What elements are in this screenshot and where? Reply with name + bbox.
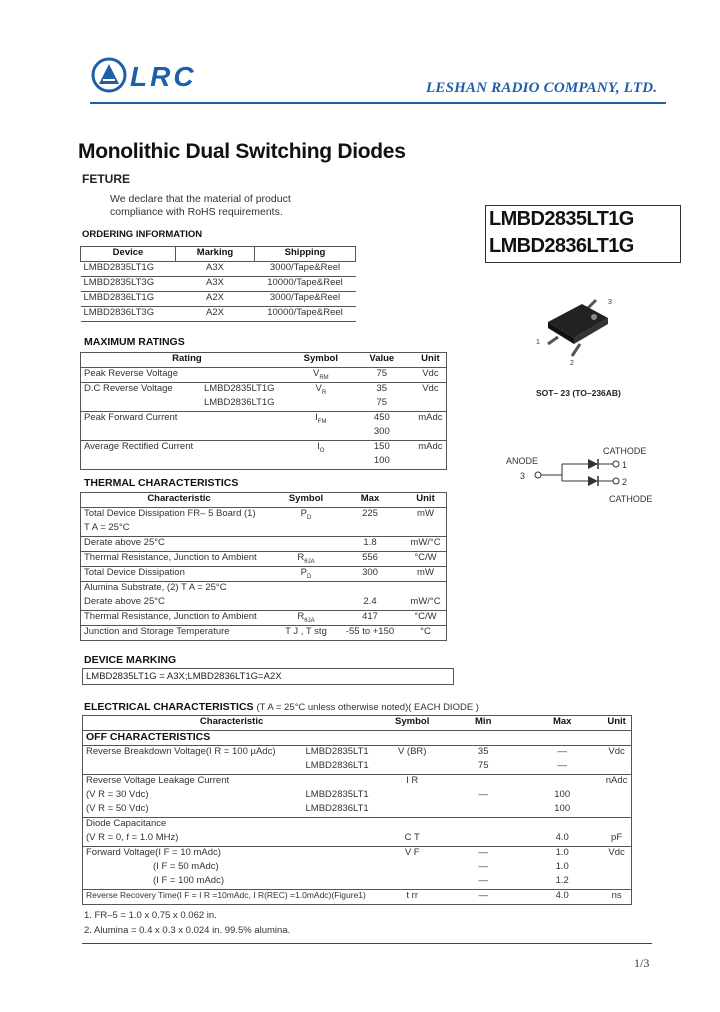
ordering-table (80, 246, 356, 322)
cell: Total Device Dissipation (81, 567, 278, 582)
part-number-2: LMBD2836LT1G (489, 235, 634, 257)
table-row (81, 262, 356, 277)
cell (277, 537, 335, 552)
table-row (81, 611, 447, 626)
cell (444, 803, 522, 818)
cell (277, 508, 335, 523)
cell: Vdc (415, 383, 447, 398)
pin3-label: 3 (608, 299, 612, 306)
max-ratings-heading: MAXIMUM RATINGS (84, 336, 185, 348)
cell (602, 803, 631, 818)
cell: C T (404, 832, 420, 843)
cell: 225 (335, 508, 405, 523)
cell (201, 412, 293, 427)
note-2: 2. Alumina = 0.4 x 0.3 x 0.024 in. 99.5% alumina. (84, 925, 291, 936)
table-header-row (81, 353, 447, 368)
table-row (81, 383, 447, 398)
thermal-table (80, 492, 447, 641)
cell: 2.4 (363, 596, 377, 607)
cell: A2X (176, 307, 255, 322)
col-value: Value (349, 353, 415, 368)
cell: LMBD2835LT1 (305, 789, 369, 800)
cell (293, 397, 349, 412)
col-rating: Rating (81, 353, 293, 368)
cell: 100 (554, 789, 571, 800)
cell: — (557, 760, 567, 771)
cell (380, 875, 444, 890)
col-unit: Unit (602, 716, 631, 731)
part-number-1: LMBD2835LT1G (489, 208, 634, 230)
cell: nAdc (602, 775, 631, 790)
col-symbol: Symbol (380, 716, 444, 731)
symbol-sub: FM (317, 418, 327, 425)
feature-heading: FETURE (82, 172, 130, 186)
cell: mW (405, 567, 447, 582)
part-number-box (485, 205, 681, 263)
cell: LMBD2836LT3G (81, 307, 176, 322)
cell: 75 (477, 760, 489, 771)
cell: T J , T stg (277, 626, 335, 641)
cell (83, 760, 303, 775)
cell: A3X (176, 277, 255, 292)
cell (522, 775, 602, 790)
cell: 1.2 (555, 875, 569, 886)
cell: 75 (349, 368, 415, 383)
symbol: V (315, 383, 322, 394)
cell: LMBD2836LT1 (305, 760, 369, 771)
table-row (81, 522, 447, 537)
cell: °C/W (405, 552, 447, 567)
note-1: 1. FR–5 = 1.0 x 0.75 x 0.062 in. (84, 910, 217, 921)
cell (380, 861, 444, 875)
cell: Vdc (602, 746, 631, 761)
cell (277, 611, 335, 626)
table-row (81, 277, 356, 292)
cell: 1.8 (335, 537, 405, 552)
cell: 3000/Tape&Reel (255, 262, 356, 277)
cell (335, 582, 405, 597)
cell (277, 522, 335, 537)
cell (602, 861, 631, 875)
cell: Thermal Resistance, Junction to Ambient (81, 611, 278, 626)
max-ratings-table (80, 352, 447, 470)
feature-text (110, 193, 291, 219)
cell (277, 567, 335, 582)
cell: LMBD2836LT1G (203, 397, 275, 408)
anode-label: ANODE (506, 456, 539, 466)
cell (293, 455, 349, 470)
cell (415, 397, 447, 412)
table-row (81, 292, 356, 307)
cell: LMBD2835LT1G (201, 383, 293, 398)
cell (201, 368, 293, 383)
cell: — (444, 847, 522, 862)
package-label: SOT– 23 (TO–236AB) (536, 388, 621, 398)
cell: Alumina Substrate, (2) T A = 25°C (81, 582, 278, 597)
table-header-row (81, 493, 447, 508)
cell: Reverse Voltage Leakage Current (83, 775, 303, 790)
table-row (81, 508, 447, 523)
table-row (83, 760, 632, 775)
pin1-label: 1 (622, 460, 628, 470)
symbol-sub: θJA (304, 617, 315, 624)
table-row (81, 412, 447, 427)
cell: LMBD2835LT1G (81, 262, 176, 277)
off-characteristics-heading: OFF CHARACTERISTICS (83, 731, 632, 746)
table-row (81, 307, 356, 322)
cell (293, 441, 349, 456)
cell: — (522, 746, 602, 761)
cell: Vdc (602, 847, 631, 862)
cell: 417 (335, 611, 405, 626)
cell: mW/°C (410, 596, 441, 607)
cell: 4.0 (555, 832, 569, 843)
feature-line-2: compliance with RoHS requirements. (110, 206, 283, 218)
table-row (81, 552, 447, 567)
cell (444, 775, 522, 790)
cell: 35 (444, 746, 522, 761)
cell: mAdc (415, 441, 447, 456)
cell: 4.0 (522, 890, 602, 905)
cell (602, 760, 631, 775)
cell: 300 (335, 567, 405, 582)
thermal-heading: THERMAL CHARACTERISTICS (84, 477, 239, 489)
col-symbol: Symbol (293, 353, 349, 368)
cell (380, 818, 444, 833)
cell (277, 582, 335, 597)
cell (444, 818, 522, 833)
cell: Diode Capacitance (83, 818, 303, 833)
col-max: Max (335, 493, 405, 508)
cell: -55 to +150 (335, 626, 405, 641)
table-row (83, 875, 632, 890)
symbol: I (317, 441, 320, 452)
symbol-sub: O (319, 447, 325, 454)
pin1-label: 1 (536, 339, 540, 346)
cell: 3000/Tape&Reel (255, 292, 356, 307)
cell: T A = 25°C (84, 522, 130, 533)
cell (380, 789, 444, 803)
cell: (V R = 50 Vdc) (86, 803, 149, 814)
symbol: V (312, 368, 320, 379)
table-row (83, 746, 632, 761)
cell: A3X (176, 262, 255, 277)
cell (277, 596, 335, 611)
sot23-package-drawing (520, 282, 650, 372)
cell (303, 861, 381, 875)
cell (293, 412, 349, 427)
cell: LMBD2836LT1G (81, 292, 176, 307)
cell: Derate above 25°C (81, 537, 278, 552)
electrical-condition: (T A = 25°C unless otherwise noted)( EACH DIODE ) (256, 702, 479, 713)
cell (303, 875, 381, 890)
cell: (V R = 30 Vdc) (86, 789, 149, 800)
cell: V (BR) (380, 746, 444, 761)
cell: LMBD2836LT1 (305, 803, 369, 814)
header-divider (90, 102, 666, 104)
cell (201, 426, 293, 441)
table-row (81, 441, 447, 456)
table-row (81, 397, 447, 412)
cell: Thermal Resistance, Junction to Ambient (81, 552, 278, 567)
cathode-bottom-label: CATHODE (609, 494, 653, 504)
device-marking-text: LMBD2835LT1G = A3X;LMBD2836LT1G=A2X (82, 668, 454, 685)
footer-divider (82, 943, 652, 944)
table-row (83, 861, 632, 875)
logo-text: LRC (130, 61, 197, 92)
off-characteristics-row (83, 731, 632, 746)
pin2-label: 2 (622, 477, 628, 487)
table-row (83, 847, 632, 862)
doc-title: Monolithic Dual Switching Diodes (78, 140, 406, 163)
cell: 35 (349, 383, 415, 398)
cell: °C/W (405, 611, 447, 626)
cell (303, 832, 381, 847)
cell: Peak Forward Current (81, 412, 201, 427)
cell (303, 847, 381, 862)
device-marking-heading: DEVICE MARKING (84, 654, 177, 666)
cell (293, 368, 349, 383)
table-header-row (81, 247, 356, 262)
col-unit: Unit (415, 353, 447, 368)
table-row (83, 775, 632, 790)
col-marking: Marking (176, 247, 255, 262)
cell: 150 (349, 441, 415, 456)
table-header-row (83, 716, 632, 731)
cell: — (478, 875, 488, 886)
cell (415, 455, 447, 470)
cell (380, 803, 444, 818)
table-row (81, 596, 447, 611)
symbol: P (300, 567, 307, 578)
symbol: R (297, 552, 305, 563)
cell: LMBD2835LT1 (303, 746, 381, 761)
cell: t rr (380, 890, 444, 905)
cell: 100 (554, 803, 571, 814)
cell: (I F = 50 mAdc) (153, 861, 219, 872)
table-row (81, 626, 447, 641)
cell (380, 760, 444, 775)
pin2-label: 2 (570, 360, 574, 367)
cell: ns (602, 890, 631, 905)
cell: 1.0 (522, 847, 602, 862)
cell: (I F = 100 mAdc) (153, 875, 225, 886)
company-name: LESHAN RADIO COMPANY, LTD. (426, 80, 658, 96)
symbol: I (315, 412, 318, 423)
cell: pF (611, 832, 623, 843)
cell (293, 426, 349, 441)
cell: 10000/Tape&Reel (255, 307, 356, 322)
table-row (81, 582, 447, 597)
table-row (83, 803, 632, 818)
cell: V F (380, 847, 444, 862)
diode-schematic (500, 440, 670, 510)
cell (303, 775, 381, 790)
cell: 300 (373, 426, 390, 437)
col-unit: Unit (405, 493, 447, 508)
cell: 75 (376, 397, 388, 408)
table-row (83, 890, 632, 905)
lrc-logo (90, 54, 214, 96)
cell: 556 (335, 552, 405, 567)
cell: (V R = 0, f = 1.0 MHz) (86, 832, 179, 843)
cathode-top-label: CATHODE (603, 446, 647, 456)
cell: Forward Voltage(I F = 10 mAdc) (83, 847, 303, 862)
col-characteristic: Characteristic (83, 716, 381, 731)
cell: — (478, 861, 488, 872)
cell (405, 522, 447, 537)
cell (602, 818, 631, 833)
cell (602, 789, 631, 803)
cell: Junction and Storage Temperature (81, 626, 278, 641)
table-row (81, 455, 447, 470)
cell (444, 832, 522, 847)
cell: °C (405, 626, 447, 641)
table-row (83, 789, 632, 803)
symbol-sub: θJA (304, 558, 315, 565)
cell (293, 383, 349, 398)
col-device: Device (81, 247, 176, 262)
electrical-table (82, 715, 632, 905)
table-row (81, 537, 447, 552)
col-characteristic: Characteristic (81, 493, 278, 508)
cell: Reverse Recovery Time(I F = I R =10mAdc, I R(REC) =1.0mAdc)(Figure1) (83, 890, 381, 905)
table-row (81, 426, 447, 441)
electrical-heading: ELECTRICAL CHARACTERISTICS (84, 701, 254, 713)
cell: mW/°C (405, 537, 447, 552)
cell: — (444, 890, 522, 905)
symbol: R (297, 611, 305, 622)
cell: Average Rectified Current (81, 441, 293, 456)
cell (415, 426, 447, 441)
cell: I R (380, 775, 444, 790)
col-max: Max (522, 716, 602, 731)
electrical-heading-line (84, 701, 479, 713)
cell (277, 552, 335, 567)
table-row (83, 832, 632, 847)
cell (201, 455, 293, 470)
cell (81, 426, 201, 441)
feature-line-1: We declare that the material of product (110, 193, 291, 205)
pin3-label: 3 (520, 471, 526, 481)
table-row (81, 368, 447, 383)
cell: Vdc (415, 368, 447, 383)
cell: mW (405, 508, 447, 523)
table-row (81, 567, 447, 582)
cell: Total Device Dissipation FR– 5 Board (1) (81, 508, 278, 523)
cell (81, 397, 201, 412)
cell: 10000/Tape&Reel (255, 277, 356, 292)
cell (522, 818, 602, 833)
cell: LMBD2835LT3G (81, 277, 176, 292)
symbol-sub: D (307, 514, 312, 521)
symbol-sub: D (307, 573, 312, 580)
col-min: Min (444, 716, 522, 731)
col-shipping: Shipping (255, 247, 356, 262)
cell: Derate above 25°C (84, 596, 165, 607)
table-row (83, 818, 632, 833)
cell: Peak Reverse Voltage (81, 368, 201, 383)
page-number: 1/3 (634, 956, 650, 970)
cell (81, 455, 201, 470)
cell: 1.0 (555, 861, 569, 872)
cell (303, 818, 381, 833)
symbol: P (300, 508, 307, 519)
col-symbol: Symbol (277, 493, 335, 508)
symbol-sub: R (321, 389, 327, 396)
cell: mAdc (415, 412, 447, 427)
cell (602, 875, 631, 890)
cell: — (478, 789, 488, 800)
cell: 450 (349, 412, 415, 427)
symbol-sub: RM (319, 374, 329, 381)
cell: Reverse Breakdown Voltage(I R = 100 µAdc) (83, 746, 303, 761)
cell: A2X (176, 292, 255, 307)
cell (405, 582, 447, 597)
cell (335, 522, 405, 537)
cell: D.C Reverse Voltage (81, 383, 201, 398)
cell: 100 (373, 455, 390, 466)
ordering-heading: ORDERING INFORMATION (82, 229, 203, 240)
